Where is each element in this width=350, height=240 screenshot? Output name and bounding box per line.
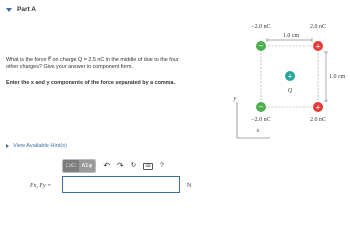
answer-input[interactable] [62,176,180,193]
math-toolbar [62,159,164,173]
expand-caret-icon [6,144,9,148]
view-hints-link[interactable] [6,143,67,149]
charge-bottom-right-label: 2.0 nC [309,117,327,123]
charge-bottom-right-sign: + [315,103,321,112]
charge-center-label: Q [287,88,293,94]
charge-top-left-label: −2.0 nC [251,24,271,30]
charge-top-right-sign: + [315,42,321,51]
dimension-top-label: 1.0 cm [282,33,300,39]
part-title: Part A [17,6,36,13]
undo-icon[interactable]: ↶ [103,161,111,170]
redo-icon[interactable]: ↷ [117,161,124,170]
question-text: What is the force F⃗ on charge Q = 2.5 nC in the middle of due to the four other charges? Give your answer in component form. [6,57,179,70]
answer-label: Fx, Fy = [30,183,52,189]
x-axis-label: x [256,128,260,134]
template-button-group [62,159,96,173]
charge-top-right-label: 2.0 nC [309,24,327,30]
greek-symbols-button[interactable]: AΣφ [79,160,96,172]
charge-top-left-sign: − [258,42,264,51]
help-button[interactable]: ? [160,162,164,169]
dimension-right-label: 1.0 cm [329,74,346,80]
charge-bottom-left-label: −2.0 nC [251,117,271,123]
part-a-header[interactable] [6,6,36,13]
charge-center-sign: + [287,72,293,81]
instruction-text: Enter the x and y components of the force separated by a comma. [6,80,175,86]
reset-icon[interactable]: ↻ [130,162,137,169]
charge-diagram [225,0,350,150]
charge-bottom-left-sign: − [258,103,264,112]
hints-label: View Available Hint(s) [13,143,67,149]
unit-label: N [187,183,192,189]
y-axis-label: y [233,96,237,102]
keyboard-icon[interactable]: ⌨ [143,163,153,170]
templates-button[interactable]: □√□ [63,160,79,172]
collapse-caret-icon[interactable] [6,8,12,12]
